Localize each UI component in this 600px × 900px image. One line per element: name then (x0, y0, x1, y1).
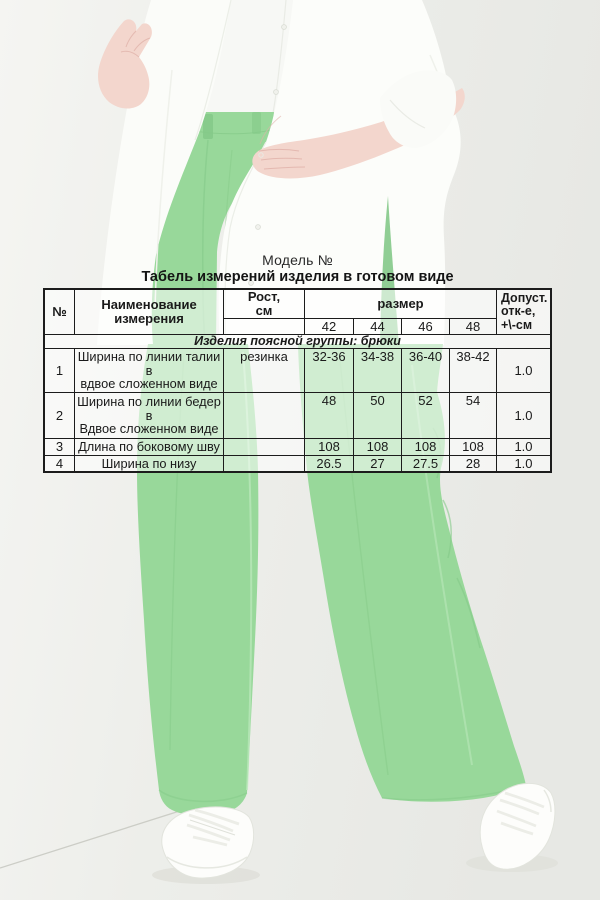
size-col-44: 44 (354, 319, 402, 335)
row-4-name: Ширина по низу (75, 456, 224, 471)
size-col-42: 42 (305, 319, 354, 335)
row-1-size-44: 34-38 (354, 349, 402, 393)
row-2-size-44: 50 (354, 393, 402, 439)
row-3-num: 3 (45, 439, 75, 456)
row-2-size-48: 54 (450, 393, 497, 439)
row-4-tolerance: 1.0 (514, 456, 533, 471)
row-4-num: 4 (45, 456, 75, 471)
row-1-num: 1 (45, 349, 75, 393)
row-3-size-42: 108 (305, 439, 354, 456)
row-4-height (224, 456, 305, 471)
row-1-size-46: 36-40 (402, 349, 450, 393)
row-2-size-42: 48 (305, 393, 354, 439)
row-2-num: 2 (45, 393, 75, 439)
row-3-name: Длина по боковому шву (75, 439, 224, 456)
col-header-height: Рост, см (224, 290, 305, 319)
row-2-tolerance: 1.0 (497, 393, 550, 439)
page-title: Табель измерений изделия в готовом виде (141, 269, 454, 285)
col-header-num: № (45, 290, 75, 335)
col-header-name: Наименование измерения (75, 290, 224, 335)
row-1-size-42: 32-36 (305, 349, 354, 393)
row-1-name: Ширина по линии талии в вдвое сложенном виде (75, 349, 224, 393)
row-4-size-44: 27 (354, 456, 402, 471)
belt-loop (203, 114, 213, 139)
cardigan-button (256, 225, 261, 230)
row-3-size-46: 108 (402, 439, 450, 456)
row-4-size-42: 26.5 (305, 456, 354, 471)
row-3-size-48: 108 (450, 439, 497, 456)
model-number-line: Модель № (262, 252, 333, 268)
row-1-tolerance: 1.0 (497, 349, 550, 393)
col-header-tolerance: Допуст. отк-е, +\-см (497, 290, 550, 335)
row-3-height (224, 439, 305, 456)
shirt-button (274, 90, 279, 95)
row-2-name: Ширина по линии бедер в Вдвое сложенном виде (75, 393, 224, 439)
measurement-table (43, 288, 552, 473)
size-col-46: 46 (402, 319, 450, 335)
shirt-button (282, 25, 287, 30)
col-header-size: размер (305, 290, 497, 319)
row-2-height (224, 393, 305, 439)
row-1-height: резинка (224, 349, 305, 393)
row-3-tolerance: 1.0 (497, 439, 550, 456)
col-header-height-sub (224, 319, 305, 335)
group-row-label: Изделия поясной группы: брюки (45, 335, 550, 349)
row-3-size-44: 108 (354, 439, 402, 456)
row-1-size-48: 38-42 (450, 349, 497, 393)
size-col-48: 48 (450, 319, 497, 335)
row-4-size-46: 27.5 (402, 456, 450, 471)
row-4-size-48: 28 (450, 456, 497, 471)
row-2-size-46: 52 (402, 393, 450, 439)
belt-loop (252, 112, 261, 134)
